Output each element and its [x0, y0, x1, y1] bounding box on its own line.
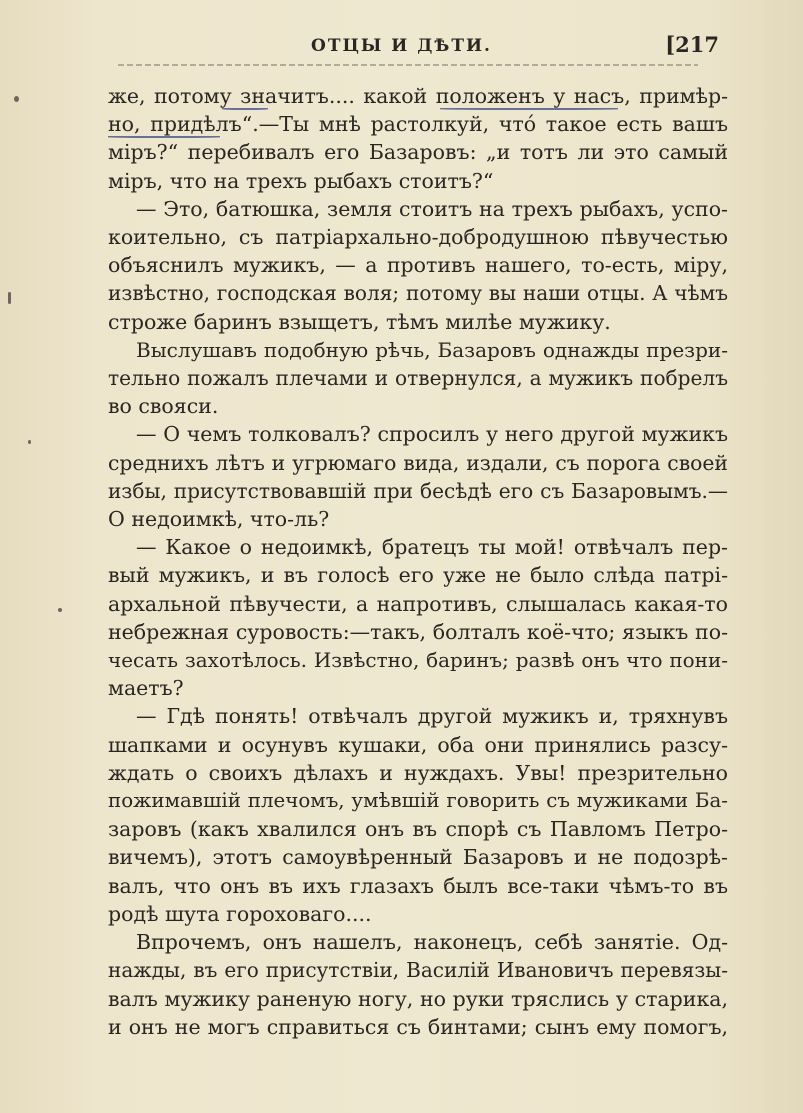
text-line: и онъ не могъ справиться съ бинтами; сынъ ему помогъ,	[108, 1014, 728, 1039]
page-speck	[28, 440, 31, 444]
text-line: Выслушавъ подобную рѣчь, Базаровъ однажды презри-	[136, 337, 728, 362]
text-line: маетъ?	[108, 676, 184, 701]
page-number: [217	[665, 32, 719, 57]
header-rule	[118, 64, 698, 66]
text-line: родѣ шута гороховаго....	[108, 901, 372, 926]
text-line: архальной пѣвучести, а напротивъ, слышалась какая-то	[108, 591, 728, 616]
text-line: шапками и осунувъ кушаки, оба они принялись разсу-	[108, 732, 728, 757]
text-line: небрежная суровость:—такъ, болталъ коё-что; языкъ по-	[108, 619, 728, 644]
text-line: вичемъ), этотъ самоувѣренный Базаровъ и не подозрѣ-	[108, 845, 728, 870]
text-line: среднихъ лѣтъ и угрюмаго вида, издали, съ порога своей	[108, 450, 728, 475]
text-line: вый мужикъ, и въ голосѣ его уже не было слѣда патрі-	[108, 563, 728, 588]
page-speck	[58, 608, 62, 612]
text-line: коительно, съ патріархально-добродушною пѣвучестью	[108, 225, 728, 250]
text-line: тельно пожалъ плечами и отвернулся, а мужикъ побрелъ	[108, 366, 728, 391]
page-speck	[8, 292, 11, 304]
text-line: избы, присутствовавшій при бесѣдѣ его съ Базаровымъ.—	[108, 478, 728, 503]
text-line: нажды, въ его присутствіи, Василій Ивановичъ перевязы-	[108, 958, 728, 983]
text-line: объяснилъ мужикъ, — а противъ нашего, то-есть, міру,	[108, 253, 728, 278]
text-line: міръ, что на трехъ рыбахъ стоитъ?“	[108, 168, 494, 193]
text-line: валъ мужику раненую ногу, но руки тряслись у старика,	[108, 986, 728, 1011]
page-header	[0, 28, 803, 58]
text-line: міръ?“ перебивалъ его Базаровъ: „и тотъ ли это самый	[108, 140, 728, 165]
text-line: — Какое о недоимкѣ, братецъ ты мой! отвѣчалъ пер-	[136, 535, 728, 560]
text-line: извѣстно, господская воля; потому вы наши отцы. А чѣмъ	[108, 281, 728, 306]
running-title: ОТЦЫ И ДѢТИ.	[311, 36, 492, 56]
text-line: — Это, батюшка, земля стоитъ на трехъ рыбахъ, успо-	[136, 196, 728, 221]
text-line: — О чемъ толковалъ? спросилъ у него другой мужикъ	[136, 422, 728, 447]
text-line: заровъ (какъ хвалился онъ въ спорѣ съ Павломъ Петро-	[108, 817, 728, 842]
text-line: строже баринъ взыщетъ, тѣмъ милѣе мужику.	[108, 309, 611, 334]
text-line: ждать о своихъ дѣлахъ и нуждахъ. Увы! презрительно	[108, 760, 728, 785]
text-line: валъ, что онъ въ ихъ глазахъ былъ все-таки чѣмъ-то въ	[108, 873, 728, 898]
text-line: чесать захотѣлось. Извѣстно, баринъ; развѣ онъ что пони-	[108, 648, 728, 673]
text-line: во свояси.	[108, 394, 219, 419]
body-text	[108, 82, 728, 1041]
text-line: же, потому значитъ.... какой положенъ у насъ, примѣр-	[108, 84, 728, 108]
text-line: пожимавшій плечомъ, умѣвшій говорить съ мужиками Ба-	[108, 789, 728, 813]
page-speck	[14, 96, 19, 102]
text-line: — Гдѣ понять! отвѣчалъ другой мужикъ и, тряхнувъ	[136, 704, 728, 729]
text-line: но, придѣлъ“.—Ты мнѣ растолкуй, чтó такое есть вашъ	[108, 112, 728, 137]
text-line: Впрочемъ, онъ нашелъ, наконецъ, себѣ занятіе. Од-	[136, 930, 728, 955]
text-line: О недоимкѣ, что-ль?	[108, 507, 330, 532]
